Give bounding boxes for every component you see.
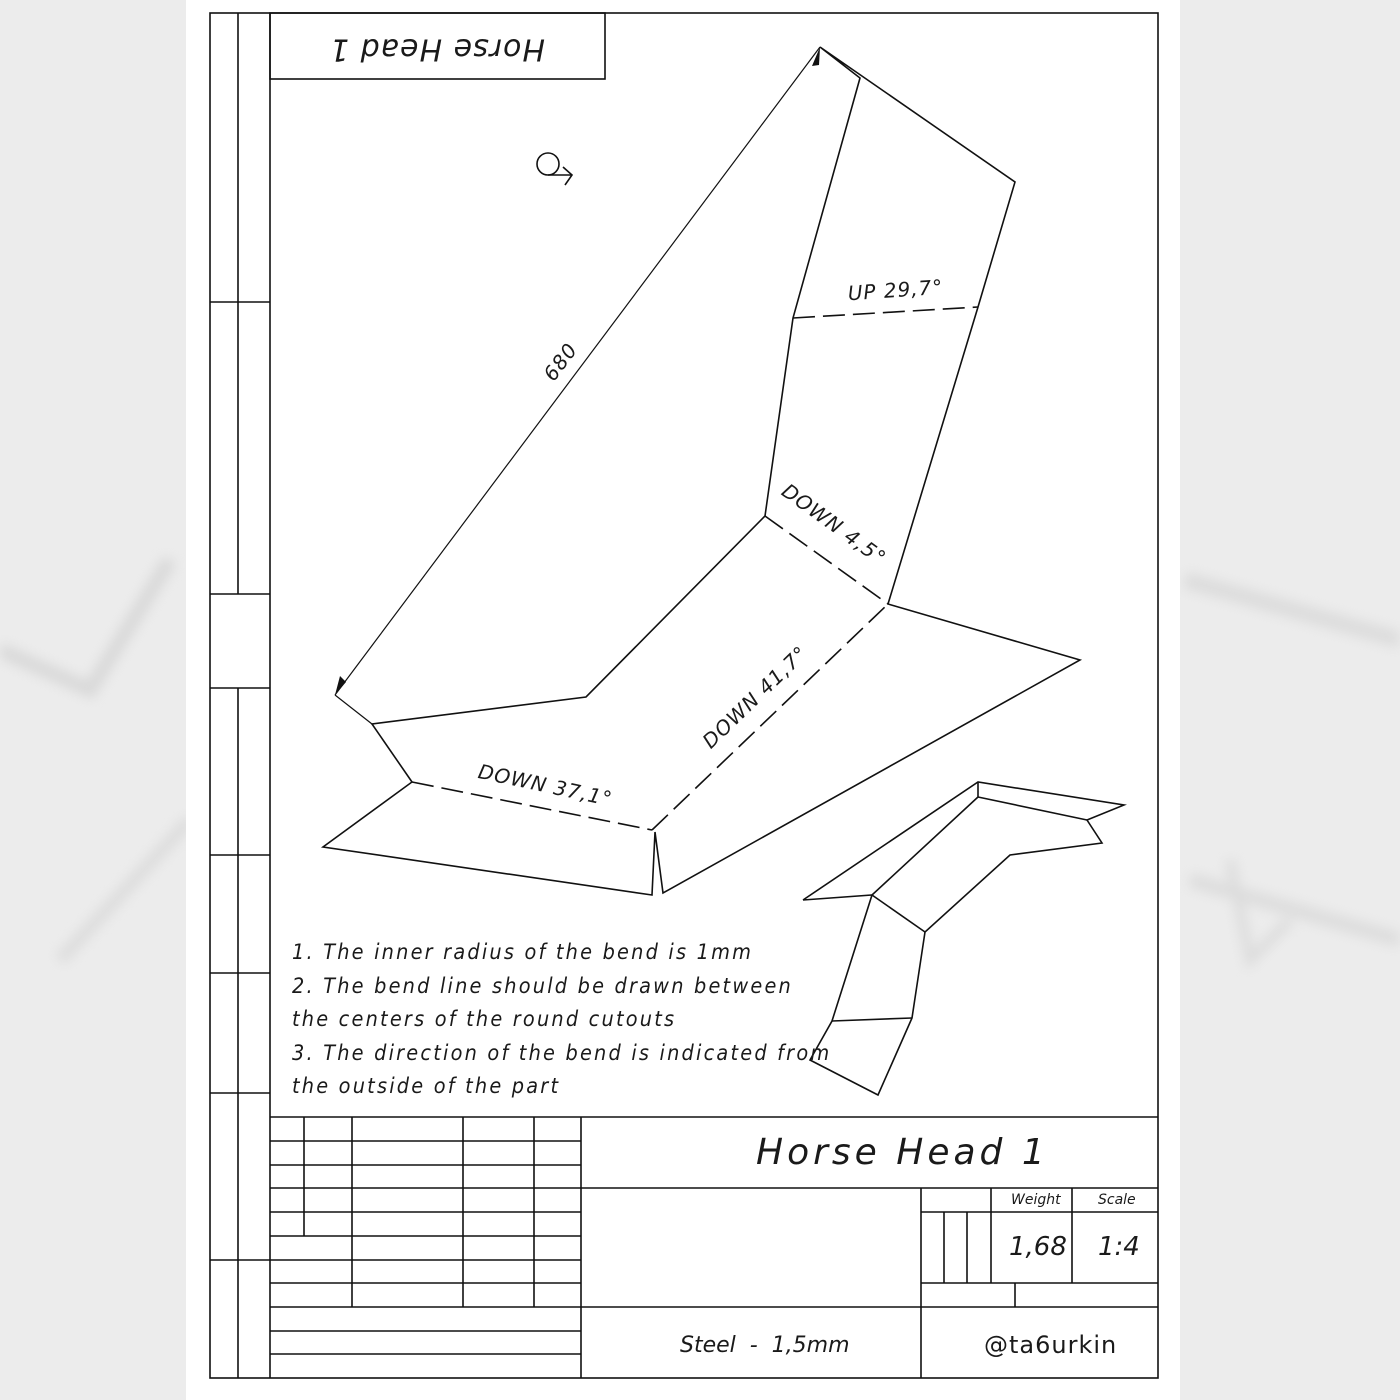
note-line: 1. The inner radius of the bend is 1mm xyxy=(292,940,754,964)
note-line: 2. The bend line should be drawn between xyxy=(292,973,793,998)
note-line: the outside of the part xyxy=(292,1074,561,1098)
arrow-head-bottom-icon xyxy=(335,676,346,695)
drawing-notes xyxy=(292,936,832,1104)
weight-label: Weight xyxy=(1011,1192,1061,1208)
isometric-preview xyxy=(803,782,1124,1095)
material-value: Steel - 1,5mm xyxy=(680,1333,850,1358)
bend-label-down-4-5: DOWN 4,5° xyxy=(777,478,891,571)
dimension-line-680 xyxy=(335,47,820,695)
title-block-title: Horse Head 1 xyxy=(756,1132,1049,1173)
left-strip-top xyxy=(210,13,270,594)
projection-symbol-icon xyxy=(537,153,572,185)
left-strip-bottom xyxy=(210,688,270,1378)
bend-label-down-41-7: DOWN 41,7° xyxy=(697,640,813,754)
note-line: 3. The direction of the bend is indicated from xyxy=(292,1040,832,1065)
dimension-label-680: 680 xyxy=(538,338,583,386)
bend-line-up-29-7 xyxy=(793,307,978,318)
bend-line-down-41-7 xyxy=(652,604,888,830)
scale-label: Scale xyxy=(1098,1192,1136,1208)
note-line: the centers of the round cutouts xyxy=(292,1007,677,1031)
bend-label-up-29-7: UP 29,7° xyxy=(846,274,945,306)
bend-label-down-37-1: DOWN 37,1° xyxy=(476,759,615,812)
corner-title-rotated: Horse Head 1 xyxy=(329,31,545,67)
weight-value: 1,68 xyxy=(1009,1232,1067,1262)
author-handle: @ta6urkin xyxy=(984,1331,1118,1359)
scale-value: 1:4 xyxy=(1098,1232,1140,1262)
flat-pattern xyxy=(323,47,1080,895)
